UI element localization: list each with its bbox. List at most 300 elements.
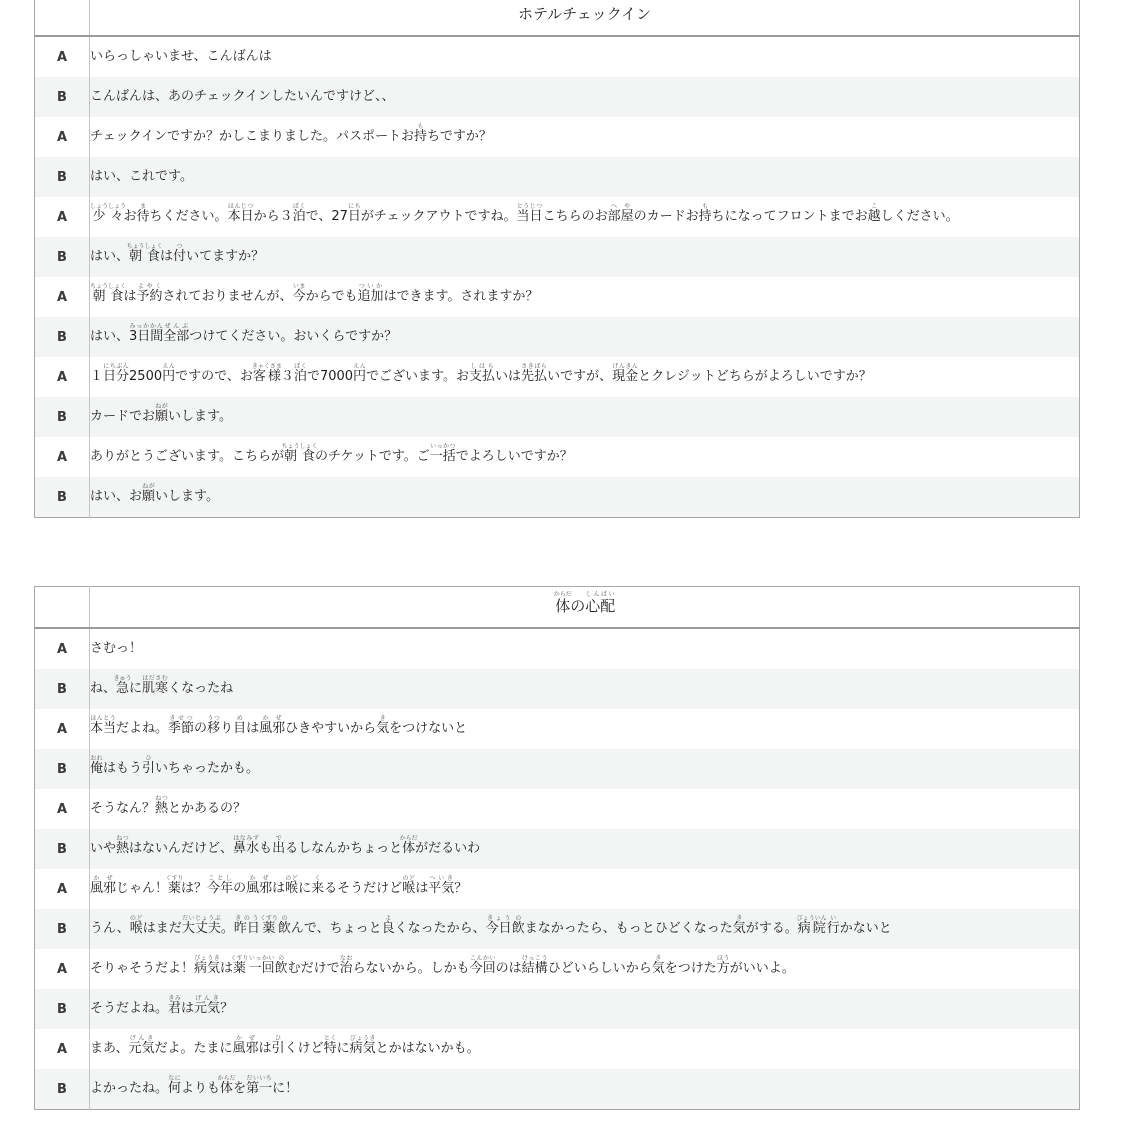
dialogue-row <box>35 277 1080 317</box>
text-segment: くけど <box>284 1041 324 1056</box>
furigana-word <box>90 203 127 224</box>
furigana-word <box>162 363 176 384</box>
furigana-word <box>142 483 156 504</box>
text-segment: １ <box>90 369 104 384</box>
furigana-reading: げんき <box>194 995 221 1002</box>
furigana-reading: ぱく <box>293 363 307 370</box>
dialogue-line <box>90 789 1080 829</box>
furigana-word <box>281 443 318 464</box>
dialogue-line-text <box>90 483 219 504</box>
kanji-base: 元気 <box>194 1001 221 1016</box>
text-segment: そうだよね。 <box>90 1001 169 1016</box>
furigana-reading: えん <box>162 363 176 370</box>
furigana-reading: くすり <box>165 875 184 882</box>
kanji-base: 少々 <box>90 209 127 224</box>
table-title <box>90 587 1080 629</box>
dialogue-line-text <box>90 795 247 816</box>
furigana-word <box>251 363 282 384</box>
furigana-reading: こ <box>867 203 881 210</box>
dialogue-row <box>35 357 1080 397</box>
speaker-label: A <box>35 789 90 829</box>
text-segment: ひきやすいから <box>285 721 377 736</box>
kanji-base: 引 <box>271 1041 285 1056</box>
furigana-word <box>311 875 325 896</box>
dialogue-line <box>90 77 1080 117</box>
text-segment: しください。 <box>880 209 959 224</box>
kanji-base: 部屋 <box>607 209 634 224</box>
kanji-base: 全部 <box>163 329 190 344</box>
furigana-word <box>90 283 127 304</box>
text-segment: の <box>233 881 247 896</box>
kanji-base: 出 <box>272 841 286 856</box>
furigana-word <box>136 283 163 304</box>
speaker-label: A <box>35 628 90 669</box>
dialogue-line <box>90 357 1080 397</box>
furigana-word <box>126 243 163 264</box>
dialogue-row <box>35 397 1080 437</box>
furigana-word <box>233 715 247 736</box>
furigana-reading: ねつ <box>116 835 130 842</box>
furigana-reading: はなみず <box>233 835 260 842</box>
furigana-word <box>469 363 496 384</box>
kanji-base: 喉 <box>402 881 416 896</box>
text-segment: は <box>220 961 234 976</box>
kanji-base: 風邪 <box>232 1041 259 1056</box>
furigana-word <box>168 715 195 736</box>
furigana-reading: けっこう <box>521 955 548 962</box>
text-segment: は <box>181 1001 195 1016</box>
text-segment: をつけた <box>664 961 717 976</box>
kanji-base: 予約 <box>136 289 163 304</box>
text-segment: されておりませんが、 <box>162 289 293 304</box>
furigana-reading: き <box>651 955 665 962</box>
text-segment: はい、これです。 <box>90 169 193 184</box>
speaker-label: A <box>35 869 90 909</box>
speaker-label: A <box>35 36 90 77</box>
furigana-word <box>357 283 384 304</box>
text-segment: は <box>272 881 286 896</box>
text-segment: ですので、お <box>175 369 253 384</box>
text-segment: じゃん！ <box>116 881 169 896</box>
text-segment: らないから。しかも <box>352 961 470 976</box>
kanji-base: 平気 <box>428 881 455 896</box>
furigana-word <box>113 675 132 696</box>
furigana-word <box>698 203 712 224</box>
furigana-word <box>353 363 367 384</box>
kanji-base: 風邪 <box>90 881 117 896</box>
furigana-word <box>651 955 665 976</box>
kanji-base: 心配 <box>585 597 616 615</box>
text-segment: ホテルチェックイン <box>517 5 652 23</box>
text-segment: よりも <box>181 1081 221 1096</box>
kanji-base: 体 <box>553 597 572 615</box>
furigana-reading: さきばら <box>521 363 548 370</box>
furigana-reading: ちょうしょく <box>126 243 163 250</box>
kanji-base: 本当 <box>90 721 117 736</box>
text-segment: むだけで <box>287 961 340 976</box>
furigana-reading: げんき <box>128 1035 155 1042</box>
kanji-base: 今回 <box>469 961 496 976</box>
speaker-label: B <box>35 397 90 437</box>
dialogue-line <box>90 477 1080 518</box>
kanji-base: 一括 <box>429 449 456 464</box>
furigana-word <box>90 755 104 776</box>
dialogue-line-text <box>90 203 959 224</box>
furigana-word <box>521 363 548 384</box>
furigana-word <box>277 915 291 936</box>
furigana-reading: げんきん <box>612 363 639 370</box>
dialogue-line <box>90 829 1080 869</box>
kanji-base: 移 <box>207 721 221 736</box>
speaker-label: A <box>35 709 90 749</box>
text-segment: がだるいわ <box>415 841 481 856</box>
furigana-word <box>376 715 390 736</box>
text-segment: いは <box>495 369 522 384</box>
furigana-reading: で <box>272 835 286 842</box>
text-segment: はもう <box>103 761 143 776</box>
dialogue-row <box>35 36 1080 77</box>
text-segment: はまだ <box>142 921 182 936</box>
dialogue-line <box>90 709 1080 749</box>
furigana-reading: き <box>732 915 746 922</box>
furigana-reading: の <box>277 915 291 922</box>
text-segment: は <box>246 721 260 736</box>
furigana-word <box>155 795 169 816</box>
furigana-reading: のど <box>402 875 416 882</box>
dialogue-line-text <box>90 123 492 144</box>
text-segment: はい、 <box>90 329 130 344</box>
table-title-text <box>518 5 651 23</box>
dialogue-row <box>35 669 1080 709</box>
furigana-reading: なお <box>339 955 353 962</box>
furigana-reading: ちょうしょく <box>90 283 127 290</box>
dialogue-line <box>90 1029 1080 1069</box>
kanji-base: 気 <box>376 721 390 736</box>
furigana-reading: ことし <box>207 875 234 882</box>
dialogue-line-text <box>90 875 468 896</box>
text-segment: うん、 <box>90 921 130 936</box>
furigana-reading: ほんじつ <box>227 203 254 210</box>
text-segment: まなかったら、もっとひどくなった <box>524 921 733 936</box>
furigana-reading: かぜ <box>90 875 117 882</box>
furigana-reading: きゃくさま <box>251 363 282 370</box>
text-segment: とクレジットどちらがよろしいですか？ <box>638 369 872 384</box>
furigana-word <box>194 955 221 976</box>
furigana-word <box>867 203 881 224</box>
furigana-reading: つ <box>173 243 187 250</box>
furigana-reading: びょうき <box>194 955 221 962</box>
furigana-word <box>207 715 221 736</box>
text-segment: そりゃそうだよ！ <box>90 961 195 976</box>
furigana-reading: とく <box>323 1035 337 1042</box>
kanji-base: 体 <box>399 841 418 856</box>
furigana-reading: ねが <box>142 483 156 490</box>
furigana-word <box>293 363 307 384</box>
speaker-label: A <box>35 277 90 317</box>
kanji-base: 薬 <box>165 881 184 896</box>
dialogue-line-text <box>90 49 272 64</box>
speaker-label: A <box>35 1029 90 1069</box>
text-segment: いします。 <box>168 409 232 424</box>
kanji-base: 飲 <box>274 961 288 976</box>
furigana-reading: おれ <box>90 755 104 762</box>
dialogue-line <box>90 277 1080 317</box>
kanji-base: 目 <box>233 721 247 736</box>
table-header-row <box>35 587 1080 629</box>
furigana-reading: びょうき <box>349 1035 376 1042</box>
furigana-reading: からだ <box>217 1075 236 1082</box>
kanji-base: 朝食 <box>90 289 127 304</box>
text-segment: がいいよ。 <box>729 961 795 976</box>
text-segment: 2500 <box>129 369 163 384</box>
furigana-word <box>129 915 143 936</box>
furigana-reading: の <box>274 955 288 962</box>
dialogue-line-text <box>90 675 234 696</box>
furigana-reading: かぜ <box>232 1035 259 1042</box>
furigana-reading: きせつ <box>168 715 195 722</box>
text-segment: つけてください。おいくらですか？ <box>189 329 398 344</box>
speaker-label: A <box>35 197 90 237</box>
furigana-reading: ちょうしょく <box>281 443 318 450</box>
furigana-word <box>103 363 130 384</box>
furigana-word <box>271 1035 285 1056</box>
text-segment: をつけないと <box>389 721 468 736</box>
furigana-reading: うつ <box>207 715 221 722</box>
furigana-word <box>233 835 260 856</box>
kanji-base: 先払 <box>521 369 548 384</box>
text-segment: も <box>259 841 273 856</box>
furigana-word <box>90 715 117 736</box>
dialogue-line-text <box>90 283 539 304</box>
furigana-word <box>233 915 260 936</box>
dialogue-line <box>90 1069 1080 1110</box>
furigana-reading: め <box>233 715 247 722</box>
furigana-reading: くすり <box>259 915 278 922</box>
kanji-base: 今日 <box>485 921 512 936</box>
kanji-base: 君 <box>168 1001 182 1016</box>
dialogue-body <box>35 628 1080 1110</box>
furigana-reading: からだ <box>399 835 418 842</box>
furigana-word <box>349 1035 376 1056</box>
kanji-base: 熱 <box>155 801 169 816</box>
dialogue-table-hotel-checkin <box>34 0 1080 518</box>
furigana-word <box>272 835 286 856</box>
text-segment: は？ <box>181 881 208 896</box>
furigana-word <box>248 955 275 976</box>
dialogue-table-health-concern <box>34 586 1080 1110</box>
text-segment: の <box>570 597 586 615</box>
dialogue-line-text <box>90 1035 480 1056</box>
furigana-word <box>339 955 353 976</box>
dialogue-row <box>35 197 1080 237</box>
furigana-word <box>485 915 512 936</box>
furigana-word <box>516 203 543 224</box>
furigana-reading: へや <box>607 203 634 210</box>
furigana-reading: えん <box>353 363 367 370</box>
dialogue-row <box>35 1029 1080 1069</box>
text-segment: そうなん？ <box>90 801 156 816</box>
kanji-base: 願 <box>155 409 169 424</box>
dialogue-line-text <box>90 89 394 104</box>
kanji-base: 特 <box>323 1041 337 1056</box>
furigana-reading: にち <box>347 203 361 210</box>
kanji-base: 風邪 <box>246 881 273 896</box>
furigana-word <box>230 955 249 976</box>
kanji-base: 持 <box>413 129 427 144</box>
furigana-word <box>716 955 730 976</box>
furigana-word <box>292 203 306 224</box>
dialogue-line-text <box>90 755 260 776</box>
text-segment: はないんだけど、 <box>129 841 234 856</box>
text-segment: に <box>336 1041 350 1056</box>
dialogue-line-text <box>90 641 142 656</box>
furigana-reading: だいじょうぶ <box>181 915 221 922</box>
dialogue-line-text <box>90 1075 299 1096</box>
furigana-word <box>181 915 221 936</box>
kanji-base: 今 <box>292 289 306 304</box>
text-segment: のカードお <box>633 209 699 224</box>
kanji-base: 飲 <box>277 921 291 936</box>
furigana-word <box>129 323 164 344</box>
furigana-word <box>155 403 169 424</box>
dialogue-line <box>90 117 1080 157</box>
dialogue-row <box>35 949 1080 989</box>
furigana-word <box>142 755 156 776</box>
kanji-base: 持 <box>698 209 712 224</box>
dialogue-line <box>90 197 1080 237</box>
speaker-column-header <box>35 587 90 629</box>
kanji-base: 急 <box>113 681 132 696</box>
dialogue-line <box>90 749 1080 789</box>
furigana-reading: ほう <box>716 955 730 962</box>
table-title <box>90 0 1080 36</box>
furigana-word <box>612 363 639 384</box>
furigana-word <box>607 203 634 224</box>
furigana-word <box>128 1035 155 1056</box>
dialogue-line-text <box>90 835 481 856</box>
text-segment: かないと <box>839 921 892 936</box>
text-segment: んで、ちょっと <box>290 921 382 936</box>
text-segment: は <box>415 881 429 896</box>
kanji-base: 俺 <box>90 761 104 776</box>
dialogue-line <box>90 397 1080 437</box>
text-segment: よかったね。 <box>90 1081 169 1096</box>
dialogue-line <box>90 909 1080 949</box>
furigana-reading: も <box>698 203 712 210</box>
text-segment: いらっしゃいませ、こんばんは <box>90 49 272 64</box>
furigana-word <box>274 955 288 976</box>
text-segment: まあ、 <box>90 1041 129 1056</box>
speaker-label: B <box>35 829 90 869</box>
kanji-base: 待 <box>136 209 150 224</box>
dialogue-row <box>35 477 1080 518</box>
furigana-word <box>521 955 548 976</box>
furigana-word <box>246 875 273 896</box>
kanji-base: 本日 <box>227 209 254 224</box>
furigana-reading: のど <box>285 875 299 882</box>
text-segment: がする。 <box>745 921 798 936</box>
kanji-base: 願 <box>142 489 156 504</box>
text-segment: ３ <box>280 369 294 384</box>
dialogue-row <box>35 989 1080 1029</box>
dialogue-row <box>35 117 1080 157</box>
kanji-base: 風邪 <box>259 721 286 736</box>
text-segment: り <box>220 721 234 736</box>
furigana-reading: ついか <box>357 283 384 290</box>
text-segment: はい、お <box>90 489 143 504</box>
dialogue-row <box>35 869 1080 909</box>
text-segment: るしなんかちょっと <box>285 841 403 856</box>
kanji-base: 第一 <box>246 1081 273 1096</box>
dialogue-row <box>35 1069 1080 1110</box>
kanji-base: 朝食 <box>281 449 318 464</box>
text-segment: のチケットです。ご <box>314 449 430 464</box>
furigana-word <box>553 591 572 615</box>
furigana-word <box>402 875 416 896</box>
text-segment: くなったから、 <box>394 921 486 936</box>
dialogue-line-text <box>90 323 398 344</box>
furigana-reading: のど <box>129 915 143 922</box>
kanji-base: 治 <box>339 961 353 976</box>
speaker-label: B <box>35 1069 90 1110</box>
text-segment: は <box>258 1041 272 1056</box>
dialogue-line-text <box>90 243 265 264</box>
text-segment: ちですか？ <box>426 129 492 144</box>
text-segment: こんばんは、あのチェックインしたいんですけど、、 <box>90 89 395 104</box>
furigana-reading: ぜんぶ <box>163 323 190 330</box>
kanji-base: 今年 <box>207 881 234 896</box>
dialogue-row <box>35 77 1080 117</box>
kanji-base: 喉 <box>285 881 299 896</box>
dialogue-row <box>35 749 1080 789</box>
furigana-word <box>142 675 169 696</box>
kanji-base: 良 <box>381 921 395 936</box>
dialogue-line <box>90 36 1080 77</box>
furigana-reading: いっかつ <box>429 443 456 450</box>
furigana-word <box>429 443 456 464</box>
furigana-reading: はださむ <box>142 675 169 682</box>
dialogue-line-text <box>90 443 573 464</box>
speaker-label: B <box>35 237 90 277</box>
furigana-reading: びょういん <box>796 915 827 922</box>
dialogue-row <box>35 157 1080 197</box>
furigana-word <box>292 283 306 304</box>
dialogue-line-text <box>90 169 193 184</box>
furigana-reading: ほんとう <box>90 715 117 722</box>
dialogue-row <box>35 709 1080 749</box>
dialogue-row <box>35 317 1080 357</box>
kanji-base: 薬 <box>259 921 278 936</box>
text-segment: ？ <box>454 881 468 896</box>
text-segment: を <box>233 1081 247 1096</box>
text-segment: に！ <box>272 1081 299 1096</box>
speaker-label: B <box>35 749 90 789</box>
furigana-word <box>207 875 234 896</box>
kanji-base: 日分 <box>103 369 130 384</box>
kanji-base: 薬 <box>230 961 249 976</box>
dialogue-row <box>35 789 1080 829</box>
furigana-reading: かぜ <box>259 715 286 722</box>
text-segment: のは <box>495 961 522 976</box>
text-segment: こちらのお <box>542 209 608 224</box>
text-segment: は <box>123 289 137 304</box>
text-segment: で7000 <box>306 369 354 384</box>
furigana-word <box>168 995 182 1016</box>
text-segment: ？ <box>220 1001 234 1016</box>
dialogue-line <box>90 157 1080 197</box>
speaker-label: B <box>35 157 90 197</box>
text-segment: とかあるの？ <box>168 801 247 816</box>
